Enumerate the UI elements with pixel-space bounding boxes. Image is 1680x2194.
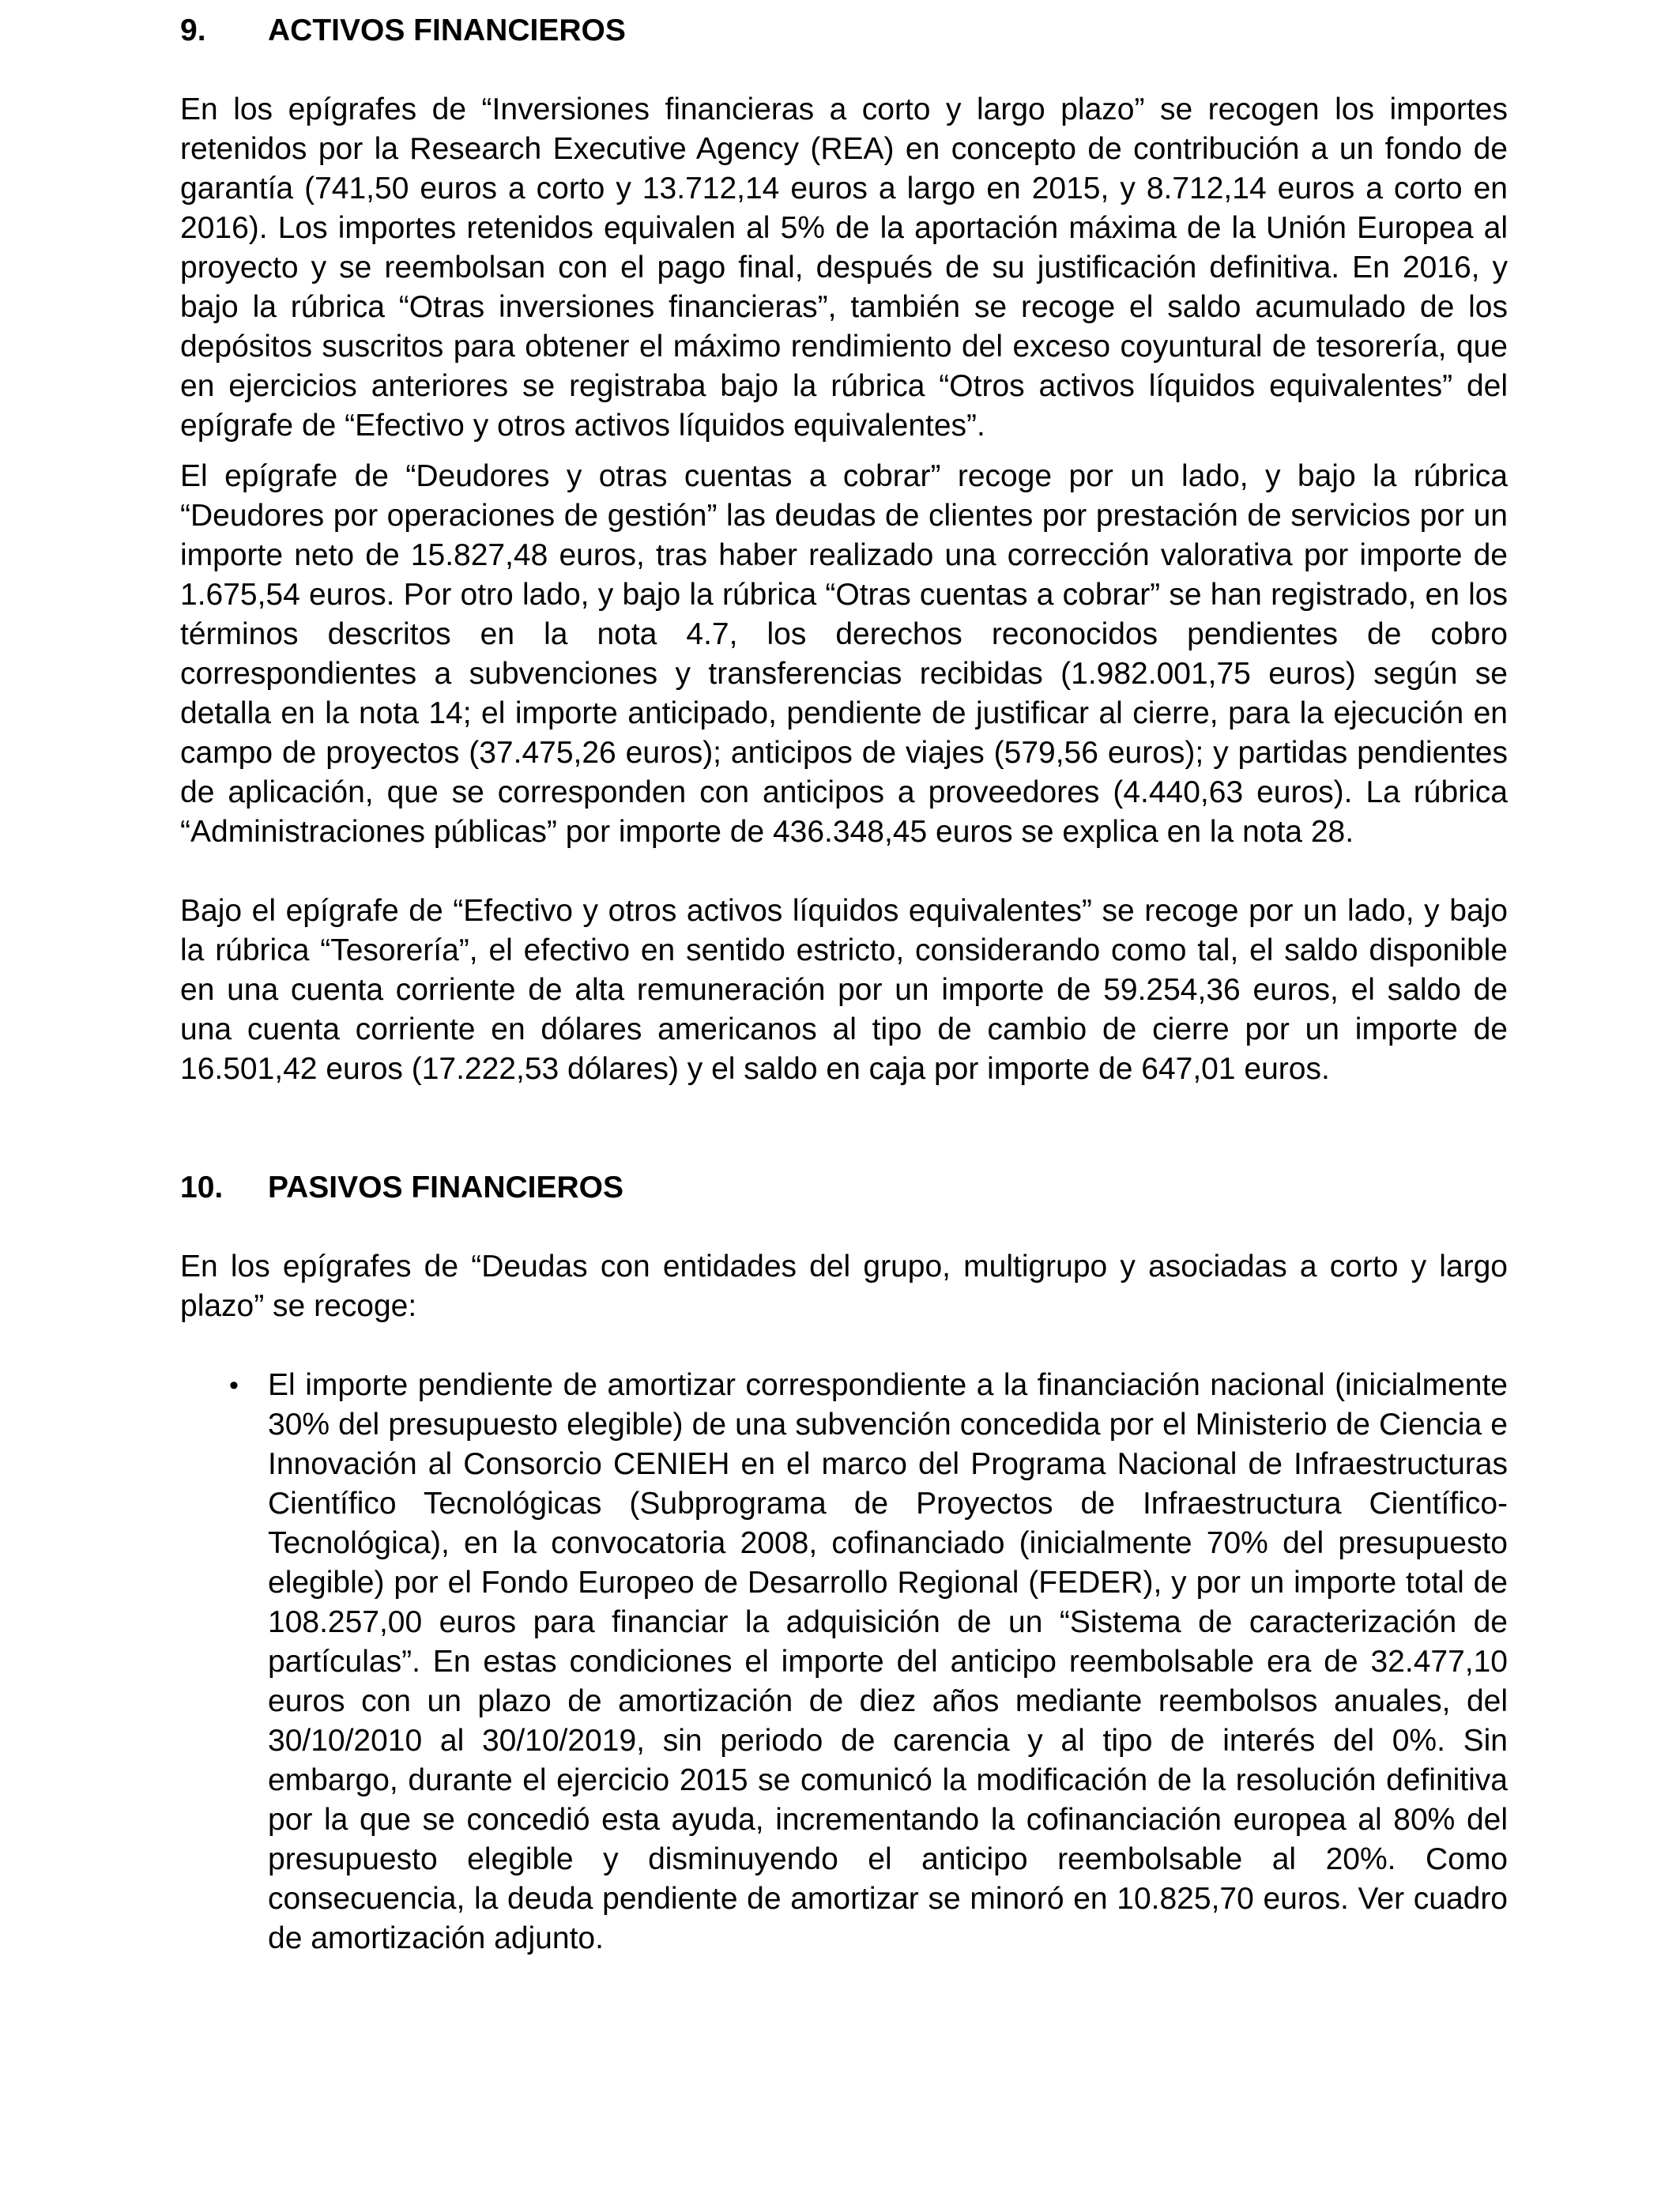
list-item [180, 1366, 1508, 1958]
section-9-heading [180, 11, 1508, 51]
section-9-number: 9. [180, 13, 206, 47]
section-9-paragraph-1: En los epígrafes de “Inversiones financieras a corto y largo plazo” se recogen los importes retenidos por la Research Executive Agency (REA) en concepto de contribución a un fondo de garantía (741,50 euros a corto y 13.712,14 euros a largo en 2015, y 8.712,14 euros a corto en 2016). Los importes retenidos equivalen al 5% de la aportación máxima de la Unión Europea al proyecto y se reembolsan con el pago final, después de su justificación definitiva. En 2016, y bajo la rúbrica “Otras inversiones financieras”, también se recoge el saldo acumulado de los depósitos suscritos para obtener el máximo rendimiento del exceso coyuntural de tesorería, que en ejercicios anteriores se registraba bajo la rúbrica “Otros activos líquidos equivalentes” del epígrafe de “Efectivo y otros activos líquidos equivalentes”. [180, 92, 1508, 443]
section-10-bullet-list [180, 1366, 1508, 1958]
section-9-paragraph-3: Bajo el epígrafe de “Efectivo y otros activos líquidos equivalentes” se recoge por un lado, y bajo la rúbrica “Tesorería”, el efectivo en sentido estricto, considerando como tal, el saldo disponible en una cuenta corriente de alta remuneración por un importe de 59.254,36 euros, el saldo de una cuenta corriente en dólares americanos al tipo de cambio de cierre por un importe de 16.501,42 euros (17.222,53 dólares) y el saldo en caja por importe de 647,01 euros. [180, 894, 1508, 1086]
section-9-paragraph-2: El epígrafe de “Deudores y otras cuentas a cobrar” recoge por un lado, y bajo la rúbrica “Deudores por operaciones de gestión” las deudas de clientes por prestación de servicios por un importe neto de 15.827,48 euros, tras haber realizado una corrección valorativa por importe de 1.675,54 euros. Por otro lado, y bajo la rúbrica “Otras cuentas a cobrar” se han registrado, en los términos descritos en la nota 4.7, los derechos reconocidos pendientes de cobro correspondientes a subvenciones y transferencias recibidas (1.982.001,75 euros) según se detalla en la nota 14; el importe anticipado, pendiente de justificar al cierre, para la ejecución en campo de proyectos (37.475,26 euros); anticipos de viajes (579,56 euros); y partidas pendientes de aplicación, que se corresponden con anticipos a proveedores (4.440,63 euros). La rúbrica “Administraciones públicas” por importe de 436.348,45 euros se explica en la nota 28. [180, 459, 1508, 849]
section-10-intro: En los epígrafes de “Deudas con entidades del grupo, multigrupo y asociadas a corto y largo plazo” se recoge: [180, 1250, 1508, 1323]
section-9-title: ACTIVOS FINANCIEROS [268, 13, 626, 47]
document-page [180, 11, 1508, 1958]
section-10-title: PASIVOS FINANCIEROS [268, 1171, 624, 1204]
list-item-text: El importe pendiente de amortizar correspondiente a la financiación nacional (inicialmente 30% del presupuesto elegible) de una subvención concedida por el Ministerio de Ciencia e Innovación al Consorcio CENIEH en el marco del Programa Nacional de Infraestructuras Científico Tecnológicas (Subprograma de Proyectos de Infraestructura Científico-Tecnológica), en la convocatoria 2008, cofinanciado (inicialmente 70% del presupuesto elegible) por el Fondo Europeo de Desarrollo Regional (FEDER), y por un importe total de 108.257,00 euros para financiar la adquisición de un “Sistema de caracterización de partículas”. En estas condiciones el importe del anticipo reembolsable era de 32.477,10 euros con un plazo de amortización de diez años mediante reembolsos anuales, del 30/10/2010 al 30/10/2019, sin periodo de carencia y al tipo de interés del 0%. Sin embargo, durante el ejercicio 2015 se comunicó la modificación de la resolución definitiva por la que se concedió esta ayuda, incrementando la cofinanciación europea al 80% del presupuesto elegible y disminuyendo el anticipo reembolsable al 20%. Como consecuencia, la deuda pendiente de amortizar se minoró en 10.825,70 euros. Ver cuadro de amortización adjunto. [268, 1368, 1508, 1955]
bullet-icon: • [229, 1370, 239, 1400]
section-10-number: 10. [180, 1171, 224, 1204]
section-10-heading [180, 1168, 1508, 1208]
